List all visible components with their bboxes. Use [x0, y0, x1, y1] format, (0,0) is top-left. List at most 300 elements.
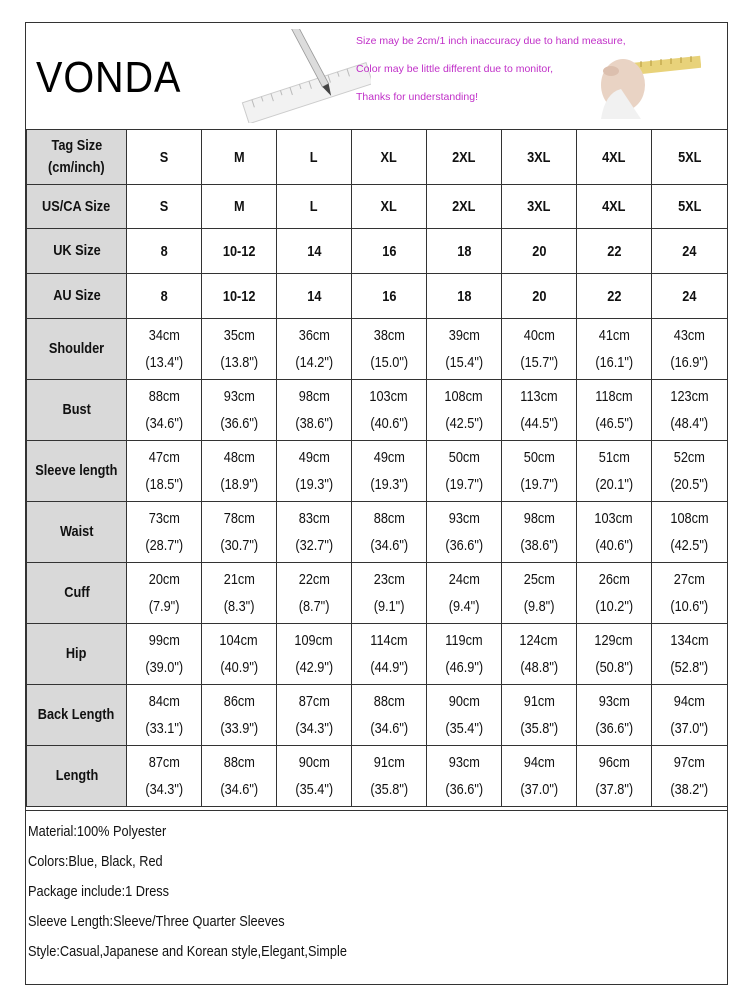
measurement-inch: (36.6")	[220, 415, 258, 432]
size-value: 22	[606, 242, 622, 260]
size-value: L	[310, 148, 318, 166]
size-row	[27, 229, 728, 274]
size-value: 4XL	[602, 198, 626, 215]
measurement-cm: 93cm	[448, 510, 480, 527]
measurement-cm: 90cm	[298, 754, 330, 771]
measurement-inch: (33.9")	[220, 720, 258, 737]
measurement-cell	[427, 563, 502, 624]
measurement-cell	[652, 563, 728, 624]
measurement-inch: (18.5")	[145, 476, 183, 493]
measurement-cm: 51cm	[598, 449, 630, 466]
note-sleeve-length: Sleeve Length:Sleeve/Three Quarter Sleeves	[28, 913, 285, 930]
measurement-cell	[352, 380, 427, 441]
row-label	[27, 624, 127, 685]
size-cell	[652, 185, 728, 229]
measurement-cell	[577, 624, 652, 685]
measurement-inch: (44.5")	[520, 415, 558, 432]
size-row	[27, 130, 728, 185]
measurement-inch: (30.7")	[220, 537, 258, 554]
measurement-inch: (34.3")	[295, 720, 333, 737]
measurement-cell	[502, 746, 577, 807]
measurement-cm: 134cm	[670, 632, 709, 649]
measurement-inch: (10.2")	[595, 598, 633, 615]
row-label-text: (cm/inch)	[48, 159, 105, 176]
size-cell	[352, 185, 427, 229]
measurement-inch: (36.6")	[595, 720, 633, 737]
measurement-inch: (9.4")	[448, 598, 480, 615]
row-label-text: Hip	[66, 645, 87, 662]
measurement-cell	[127, 441, 202, 502]
measurement-cell	[352, 319, 427, 380]
measurement-cell	[352, 685, 427, 746]
measurement-cm: 26cm	[598, 571, 630, 588]
size-row	[27, 274, 728, 319]
measurement-cell	[427, 746, 502, 807]
measurement-cell	[577, 502, 652, 563]
size-value: 5XL	[677, 148, 702, 166]
row-label	[27, 380, 127, 441]
measurement-row	[27, 746, 728, 807]
measurement-cell	[277, 380, 352, 441]
measurement-cell	[577, 563, 652, 624]
size-cell	[502, 185, 577, 229]
measurement-cell	[352, 746, 427, 807]
measurement-cm: 88cm	[373, 693, 405, 710]
size-cell	[502, 130, 577, 185]
note-material: Material:100% Polyester	[28, 823, 167, 840]
measurement-inch: (35.8")	[520, 720, 558, 737]
measurement-cell	[427, 380, 502, 441]
measurement-cm: 41cm	[598, 327, 630, 344]
row-label	[27, 130, 127, 185]
measurement-cell	[277, 624, 352, 685]
size-value: 4XL	[602, 148, 626, 166]
measurement-cell	[127, 746, 202, 807]
measurement-cm: 114cm	[370, 632, 408, 649]
measurement-inch: (35.4")	[445, 720, 483, 737]
measurement-cell	[502, 502, 577, 563]
measurement-cell	[277, 563, 352, 624]
size-cell	[202, 130, 277, 185]
measurement-cell	[427, 685, 502, 746]
measurement-inch: (28.7")	[145, 537, 183, 554]
measurement-cm: 129cm	[594, 632, 634, 649]
measurement-inch: (15.4")	[445, 354, 483, 371]
measurement-cm: 88cm	[373, 510, 405, 527]
measurement-cm: 23cm	[373, 571, 405, 588]
measurement-cm: 34cm	[148, 327, 180, 344]
measurement-cell	[577, 380, 652, 441]
measurement-inch: (37.0")	[520, 781, 558, 798]
measurement-cell	[127, 380, 202, 441]
measurement-cm: 94cm	[673, 693, 706, 710]
measurement-row	[27, 319, 728, 380]
size-cell	[652, 229, 728, 274]
row-label	[27, 274, 127, 319]
measurement-inch: (20.1")	[595, 476, 633, 493]
measurement-cell	[277, 319, 352, 380]
measurement-cell	[352, 624, 427, 685]
measurement-inch: (37.0")	[670, 720, 709, 737]
size-cell	[502, 229, 577, 274]
product-notes	[26, 810, 727, 961]
measurement-inch: (8.7")	[298, 598, 330, 615]
size-value: 16	[381, 242, 397, 260]
size-cell	[202, 185, 277, 229]
measurement-inch: (50.8")	[595, 659, 633, 676]
measurement-cell	[652, 624, 728, 685]
size-cell	[277, 274, 352, 319]
measurement-inch: (42.9")	[295, 659, 333, 676]
measurement-inch: (42.5")	[445, 415, 483, 432]
row-label-text: Tag Size	[51, 137, 102, 154]
measurement-cell	[277, 685, 352, 746]
measurement-inch: (15.7")	[520, 354, 558, 371]
measurement-cell	[652, 319, 728, 380]
measurement-cm: 90cm	[448, 693, 480, 710]
measurement-cell	[652, 380, 728, 441]
row-label	[27, 185, 127, 229]
measurement-cm: 108cm	[444, 388, 484, 405]
row-label-text: Bust	[62, 401, 91, 418]
measurement-inch: (46.5")	[595, 415, 633, 432]
measurement-cm: 27cm	[673, 571, 706, 588]
measurement-inch: (38.6")	[520, 537, 558, 554]
measurement-cm: 123cm	[670, 388, 709, 405]
measurement-cell	[577, 441, 652, 502]
measurement-cm: 109cm	[294, 632, 334, 649]
measurement-row	[27, 441, 728, 502]
measurement-cell	[127, 319, 202, 380]
measurement-cell	[202, 746, 277, 807]
size-row	[27, 185, 728, 229]
measurement-cell	[202, 685, 277, 746]
measurement-inch: (40.6")	[595, 537, 633, 554]
size-cell	[577, 229, 652, 274]
measurement-inch: (46.9")	[445, 659, 483, 676]
measurement-cm: 91cm	[373, 754, 405, 771]
size-cell	[427, 130, 502, 185]
size-value: 3XL	[527, 148, 551, 166]
measurement-cell	[202, 502, 277, 563]
measurement-cm: 49cm	[373, 449, 405, 466]
measurement-cell	[202, 624, 277, 685]
measurement-cm: 73cm	[148, 510, 180, 527]
row-label-text: Cuff	[63, 584, 90, 601]
measurement-inch: (8.3")	[223, 598, 255, 615]
measurement-inch: (34.6")	[370, 537, 408, 554]
measurement-cm: 88cm	[148, 388, 180, 405]
row-label-text: Back Length	[38, 706, 115, 723]
measurement-cell	[427, 624, 502, 685]
measurement-inch: (44.9")	[370, 659, 408, 676]
measurement-inch: (14.2")	[295, 354, 333, 371]
size-cell	[502, 274, 577, 319]
measurement-cell	[502, 624, 577, 685]
measurement-cell	[277, 502, 352, 563]
measurement-cm: 113cm	[520, 388, 558, 405]
size-value: 20	[531, 242, 547, 260]
measurement-cm: 108cm	[670, 510, 709, 527]
measurement-cm: 49cm	[298, 449, 330, 466]
size-cell	[577, 130, 652, 185]
measurement-cm: 103cm	[594, 510, 634, 527]
measurement-inch: (10.6")	[670, 598, 709, 615]
size-value: 10-12	[222, 242, 256, 260]
row-label-text: Waist	[59, 523, 94, 540]
measurement-cell	[352, 502, 427, 563]
row-label	[27, 563, 127, 624]
measurement-cm: 119cm	[445, 632, 483, 649]
measurement-cm: 52cm	[673, 449, 706, 466]
size-cell	[202, 274, 277, 319]
size-value: S	[159, 198, 169, 215]
measurement-cell	[427, 319, 502, 380]
measurement-cell	[652, 685, 728, 746]
measurement-cm: 83cm	[298, 510, 330, 527]
size-cell	[427, 229, 502, 274]
measurement-inch: (34.6")	[370, 720, 408, 737]
measurement-cell	[502, 319, 577, 380]
size-value: 18	[456, 287, 472, 305]
size-value: 8	[160, 242, 168, 260]
measurement-inch: (32.7")	[295, 537, 333, 554]
measurement-cm: 104cm	[219, 632, 259, 649]
row-label	[27, 229, 127, 274]
measurement-cell	[502, 563, 577, 624]
size-cell	[127, 229, 202, 274]
size-cell	[277, 130, 352, 185]
measurement-inch: (16.9")	[670, 354, 709, 371]
row-label	[27, 319, 127, 380]
measurement-inch: (36.6")	[445, 537, 483, 554]
measurement-inch: (19.3")	[370, 476, 408, 493]
size-chart	[25, 22, 728, 985]
measurement-inch: (7.9")	[148, 598, 180, 615]
measurement-cell	[427, 502, 502, 563]
measurement-cm: 87cm	[148, 754, 180, 771]
measurement-row	[27, 685, 728, 746]
measurement-cell	[202, 441, 277, 502]
row-label-text: Length	[55, 767, 98, 784]
size-cell	[127, 274, 202, 319]
measurement-cm: 43cm	[673, 327, 706, 344]
notice-banner	[231, 29, 701, 123]
measurement-cell	[127, 685, 202, 746]
note-package: Package include:1 Dress	[28, 883, 170, 900]
measurement-cm: 22cm	[298, 571, 330, 588]
measurement-inch: (52.8")	[670, 659, 709, 676]
measurement-cm: 91cm	[523, 693, 555, 710]
measurement-cell	[352, 563, 427, 624]
row-label-text: Shoulder	[48, 340, 105, 357]
measurement-inch: (13.4")	[145, 354, 183, 371]
measurement-cell	[277, 746, 352, 807]
hand-measuring-tape-icon	[591, 33, 701, 119]
measurement-inch: (35.4")	[295, 781, 333, 798]
size-value: XL	[380, 198, 398, 215]
size-value: 24	[682, 242, 697, 260]
measurement-cm: 20cm	[148, 571, 180, 588]
size-value: 3XL	[527, 198, 551, 215]
size-value: 14	[306, 242, 322, 260]
header	[26, 23, 727, 129]
size-cell	[277, 229, 352, 274]
size-cell	[352, 130, 427, 185]
note-style: Style:Casual,Japanese and Korean style,Elegant,Simple	[28, 943, 347, 960]
size-cell	[352, 229, 427, 274]
measurement-inch: (9.1")	[373, 598, 405, 615]
measurement-inch: (35.8")	[370, 781, 408, 798]
size-cell	[352, 274, 427, 319]
measurement-cm: 124cm	[519, 632, 559, 649]
measurement-cell	[652, 502, 728, 563]
measurement-cm: 40cm	[523, 327, 555, 344]
measurement-inch: (48.8")	[520, 659, 558, 676]
size-value: M	[233, 198, 245, 215]
measurement-cm: 84cm	[148, 693, 180, 710]
row-label	[27, 441, 127, 502]
notice-line-1: Size may be 2cm/1 inch inaccuracy due to hand measure,	[356, 35, 626, 47]
measurement-cell	[652, 746, 728, 807]
size-value: S	[159, 148, 169, 166]
measurement-inch: (33.1")	[145, 720, 183, 737]
measurement-cm: 25cm	[523, 571, 555, 588]
size-cell	[202, 229, 277, 274]
measurement-inch: (39.0")	[145, 659, 183, 676]
measurement-cell	[277, 441, 352, 502]
notice-line-3: Thanks for understanding!	[356, 91, 478, 103]
measurement-inch: (34.6")	[220, 781, 258, 798]
measurement-inch: (16.1")	[595, 354, 633, 371]
measurement-cm: 86cm	[223, 693, 255, 710]
row-label	[27, 685, 127, 746]
measurement-cell	[502, 685, 577, 746]
measurement-cm: 38cm	[373, 327, 405, 344]
measurement-cell	[577, 746, 652, 807]
size-value: 16	[381, 287, 397, 305]
row-label-text: US/CA Size	[42, 197, 111, 215]
notice-line-2: Color may be little different due to monitor,	[356, 63, 554, 75]
size-cell	[127, 130, 202, 185]
measurement-inch: (15.0")	[370, 354, 408, 371]
measurement-inch: (36.6")	[445, 781, 483, 798]
size-value: 14	[306, 287, 322, 305]
measurement-cm: 50cm	[523, 449, 555, 466]
measurement-cell	[652, 441, 728, 502]
measurement-inch: (34.3")	[145, 781, 183, 798]
size-cell	[127, 185, 202, 229]
measurement-cell	[127, 563, 202, 624]
size-cell	[652, 274, 728, 319]
size-cell	[427, 274, 502, 319]
measurement-cm: 93cm	[598, 693, 630, 710]
measurement-inch: (20.5")	[670, 476, 709, 493]
measurement-cm: 39cm	[448, 327, 480, 344]
size-value: 24	[682, 287, 697, 305]
size-value: 5XL	[677, 198, 702, 215]
size-value: 18	[456, 242, 472, 260]
measurement-cm: 118cm	[595, 388, 633, 405]
size-value: 2XL	[452, 148, 476, 166]
measurement-cm: 98cm	[298, 388, 330, 405]
measurement-cell	[202, 563, 277, 624]
brand-logo: VONDA	[36, 53, 182, 102]
measurement-inch: (19.7")	[520, 476, 558, 493]
measurement-cm: 103cm	[369, 388, 409, 405]
row-label-text: Sleeve length	[35, 462, 118, 479]
size-value: M	[233, 148, 245, 166]
size-cell	[652, 130, 728, 185]
measurement-cell	[427, 441, 502, 502]
measurement-cm: 93cm	[448, 754, 480, 771]
measurement-inch: (19.3")	[295, 476, 333, 493]
ruler-pencil-icon	[231, 29, 371, 123]
measurement-row	[27, 624, 728, 685]
measurement-inch: (48.4")	[670, 415, 709, 432]
measurement-cm: 21cm	[223, 571, 255, 588]
measurement-cell	[127, 624, 202, 685]
size-table	[26, 129, 728, 807]
size-value: 2XL	[452, 198, 476, 215]
measurement-cm: 99cm	[148, 632, 180, 649]
measurement-cm: 50cm	[448, 449, 480, 466]
measurement-cm: 47cm	[148, 449, 180, 466]
measurement-inch: (37.8")	[595, 781, 633, 798]
size-value: L	[310, 198, 318, 215]
size-value: XL	[380, 148, 398, 166]
measurement-inch: (38.2")	[670, 781, 709, 798]
measurement-cm: 36cm	[298, 327, 330, 344]
size-value: 20	[531, 287, 547, 305]
row-label	[27, 746, 127, 807]
size-value: 8	[160, 287, 168, 305]
note-colors: Colors:Blue, Black, Red	[28, 853, 163, 870]
measurement-cm: 94cm	[523, 754, 555, 771]
measurement-cell	[577, 685, 652, 746]
size-cell	[577, 185, 652, 229]
size-cell	[427, 185, 502, 229]
row-label-text: AU Size	[52, 287, 101, 304]
measurement-cm: 35cm	[223, 327, 255, 344]
row-label-text: UK Size	[52, 242, 101, 259]
size-cell	[277, 185, 352, 229]
size-cell	[577, 274, 652, 319]
measurement-cm: 97cm	[673, 754, 706, 771]
measurement-cm: 96cm	[598, 754, 630, 771]
measurement-cm: 93cm	[223, 388, 255, 405]
measurement-cm: 24cm	[448, 571, 480, 588]
measurement-inch: (40.6")	[370, 415, 408, 432]
measurement-inch: (9.8")	[523, 598, 555, 615]
measurement-cell	[352, 441, 427, 502]
size-value: 22	[606, 287, 622, 305]
measurement-inch: (18.9")	[220, 476, 258, 493]
measurement-cell	[502, 441, 577, 502]
measurement-inch: (34.6")	[145, 415, 183, 432]
measurement-cm: 87cm	[298, 693, 330, 710]
measurement-inch: (38.6")	[295, 415, 333, 432]
measurement-cell	[202, 319, 277, 380]
measurement-cell	[502, 380, 577, 441]
measurement-row	[27, 563, 728, 624]
measurement-cell	[127, 502, 202, 563]
row-label	[27, 502, 127, 563]
measurement-cm: 78cm	[223, 510, 255, 527]
measurement-cm: 98cm	[523, 510, 555, 527]
measurement-cm: 88cm	[223, 754, 255, 771]
measurement-inch: (13.8")	[220, 354, 258, 371]
